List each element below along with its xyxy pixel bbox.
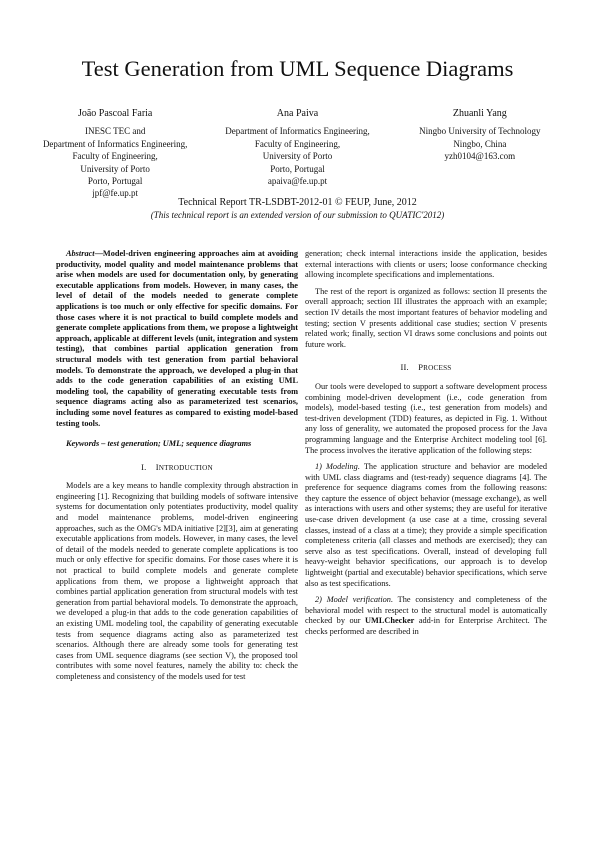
affiliation-line: INESC TEC and [84, 126, 146, 137]
step-label: 2) Model verification. [315, 595, 394, 605]
report-note: (This technical report is an extended version of our submission to QUATIC'2012) [150, 210, 445, 220]
keywords: Keywords – test generation; UML; sequence diagrams [66, 439, 252, 449]
intro-continuation: generation; check internal interactions inside the application, besides external interactions with clients or users; loose conformance checking allowing incomplete specifications and implementations. [305, 249, 547, 280]
tool-name: UMLChecker [365, 616, 415, 626]
abstract-text: —Model-driven engineering approaches aim at avoiding productivity, model quality and model maintenance problems that arise when models are used for documentation only, by generating executable applications from models. However, in many cases, the level of detail of the models needed to generate complete applications is too much or only effective for specific domains. For those cases where it is not practical to build complete models and generate complete applications from them, we propose a lightweight approach, applicable at different levels (unit, integration and system testing), that combines partial application generation from structural models with test generation from partial behavioral models. To demonstrate the approach, we developed a plug-in that adds to the code generation capabilities of an existing UML modeling tool, the capability of generating executable tests from sequence diagrams acting also as parameterized test scenarios, including some novel features as compared to existing model-based testing tools. [56, 249, 298, 428]
affiliation-line: Department of Informatics Engineering, [42, 138, 188, 149]
left-column [56, 249, 298, 683]
step-modeling: 1) Modeling. The application structure and behavior are modeled with UML class diagrams and (test-ready) sequence diagrams [4]. The preference for sequence diagrams comes from the following reasons: they capture the essence of object behavior (message exchange), as well as interactions with users and other systems; they are useful for iterative use-case driven development (a use case at a time, crossing several classes, instead of a class at a time); they provide a simple specification completeness criteria (all classes and methods are exercised); they can serve also as test specifications. Overall, instead of developing full heavy-weight behavior specifications, our approach is to develop lightweight (partial and executable) behavior specifications, which serve also as test specifications. [305, 462, 547, 588]
section-heading-process: II. PROCESS [400, 362, 452, 373]
author-3 [389, 108, 571, 200]
report-line: Technical Report TR-LSDBT-2012-01 © FEUP, June, 2012 [178, 197, 417, 208]
abstract-lead: Abstract [66, 249, 95, 258]
affiliation-line: Ningbo, China [453, 138, 507, 149]
organization-paragraph: The rest of the report is organized as follows: section II presents the overall approach; section III illustrates the approach with an example; section IV details the most important features of behavior modeling and testing; section V presents additional case studies; section V presents related work; finally, section VI draws some conclusions and points out future work. [305, 286, 547, 349]
affiliation-line: Department of Informatics Engineering, [225, 126, 370, 137]
affiliation-line: Faculty of Engineering, [254, 138, 341, 149]
affiliation-line: Porto, Portugal [270, 163, 325, 174]
author-email: yzh0104@163.com [444, 151, 516, 162]
introduction-paragraph: Models are a key means to handle complexity through abstraction in engineering [1]. Recognizing that building models of software intensive systems for documentation only potentiates productivity, model quality and model maintenance problems, model-driven engineering approaches, such as the OMG's MDA initiative [2][3], aim at generating executable applications from models. However, in many cases, the level of detail of the models needed to generate complete applications is too much or only effective for specific domains. For those cases where it is not practical to build complete models and generate complete applications from them, we propose a lightweight approach that combines partial application generation from structural models with test generation from partial behavioral models. To demonstrate the approach, we developed a plug-in that adds to the code generation capabilities of an existing UML modeling tool, the capability of generating executable tests from sequence diagrams acting also as parameterized test scenarios. Although there are already some tools for generating test cases from UML sequence diagrams (see section V), the proposed tool contributes with some novel features, namely the ability to: check the completeness and consistency of the models used for test [56, 481, 298, 681]
author-name: João Pascoal Faria [77, 108, 153, 119]
affiliation-line: University of Porto [80, 163, 150, 174]
abstract [56, 249, 298, 429]
right-column [305, 249, 547, 638]
affiliation-line: Ningbo University of Technology [419, 126, 541, 137]
author-1 [24, 108, 206, 200]
author-2 [206, 108, 388, 200]
author-email: jpf@fe.up.pt [92, 188, 139, 199]
paper-title: Test Generation from UML Sequence Diagrams [81, 56, 514, 81]
author-name: Ana Paiva [276, 108, 319, 119]
section-heading-introduction: I. INTRODUCTION [141, 461, 213, 472]
process-paragraph: Our tools were developed to support a software development process combining model-driven development (i.e., code generation from models), model-based testing (i.e., test generation from models) and test-driven development (TDD) features, as depicted in Fig. 1. Without any loss of generality, we automated the proposed process for the Java programming language and the Enterprise Architect modeling tool [6]. The process involves the iterative application of the following steps: [305, 381, 547, 455]
report-info [0, 196, 595, 222]
step-label: 1) Modeling. [315, 462, 360, 472]
affiliation-line: University of Porto [262, 151, 333, 162]
step-model-verification: 2) Model verification. The consistency and completeness of the behavioral model with respect to the structural model is automatically checked by our UMLChecker add-in for Enterprise Architect. The checks performed are described in [305, 595, 547, 636]
affiliation-line: Faculty of Engineering, [72, 151, 158, 162]
author-block [24, 108, 571, 200]
author-name: Zhuanli Yang [452, 108, 507, 119]
author-email: apaiva@fe.up.pt [267, 176, 328, 187]
affiliation-line: Porto, Portugal [87, 176, 143, 187]
